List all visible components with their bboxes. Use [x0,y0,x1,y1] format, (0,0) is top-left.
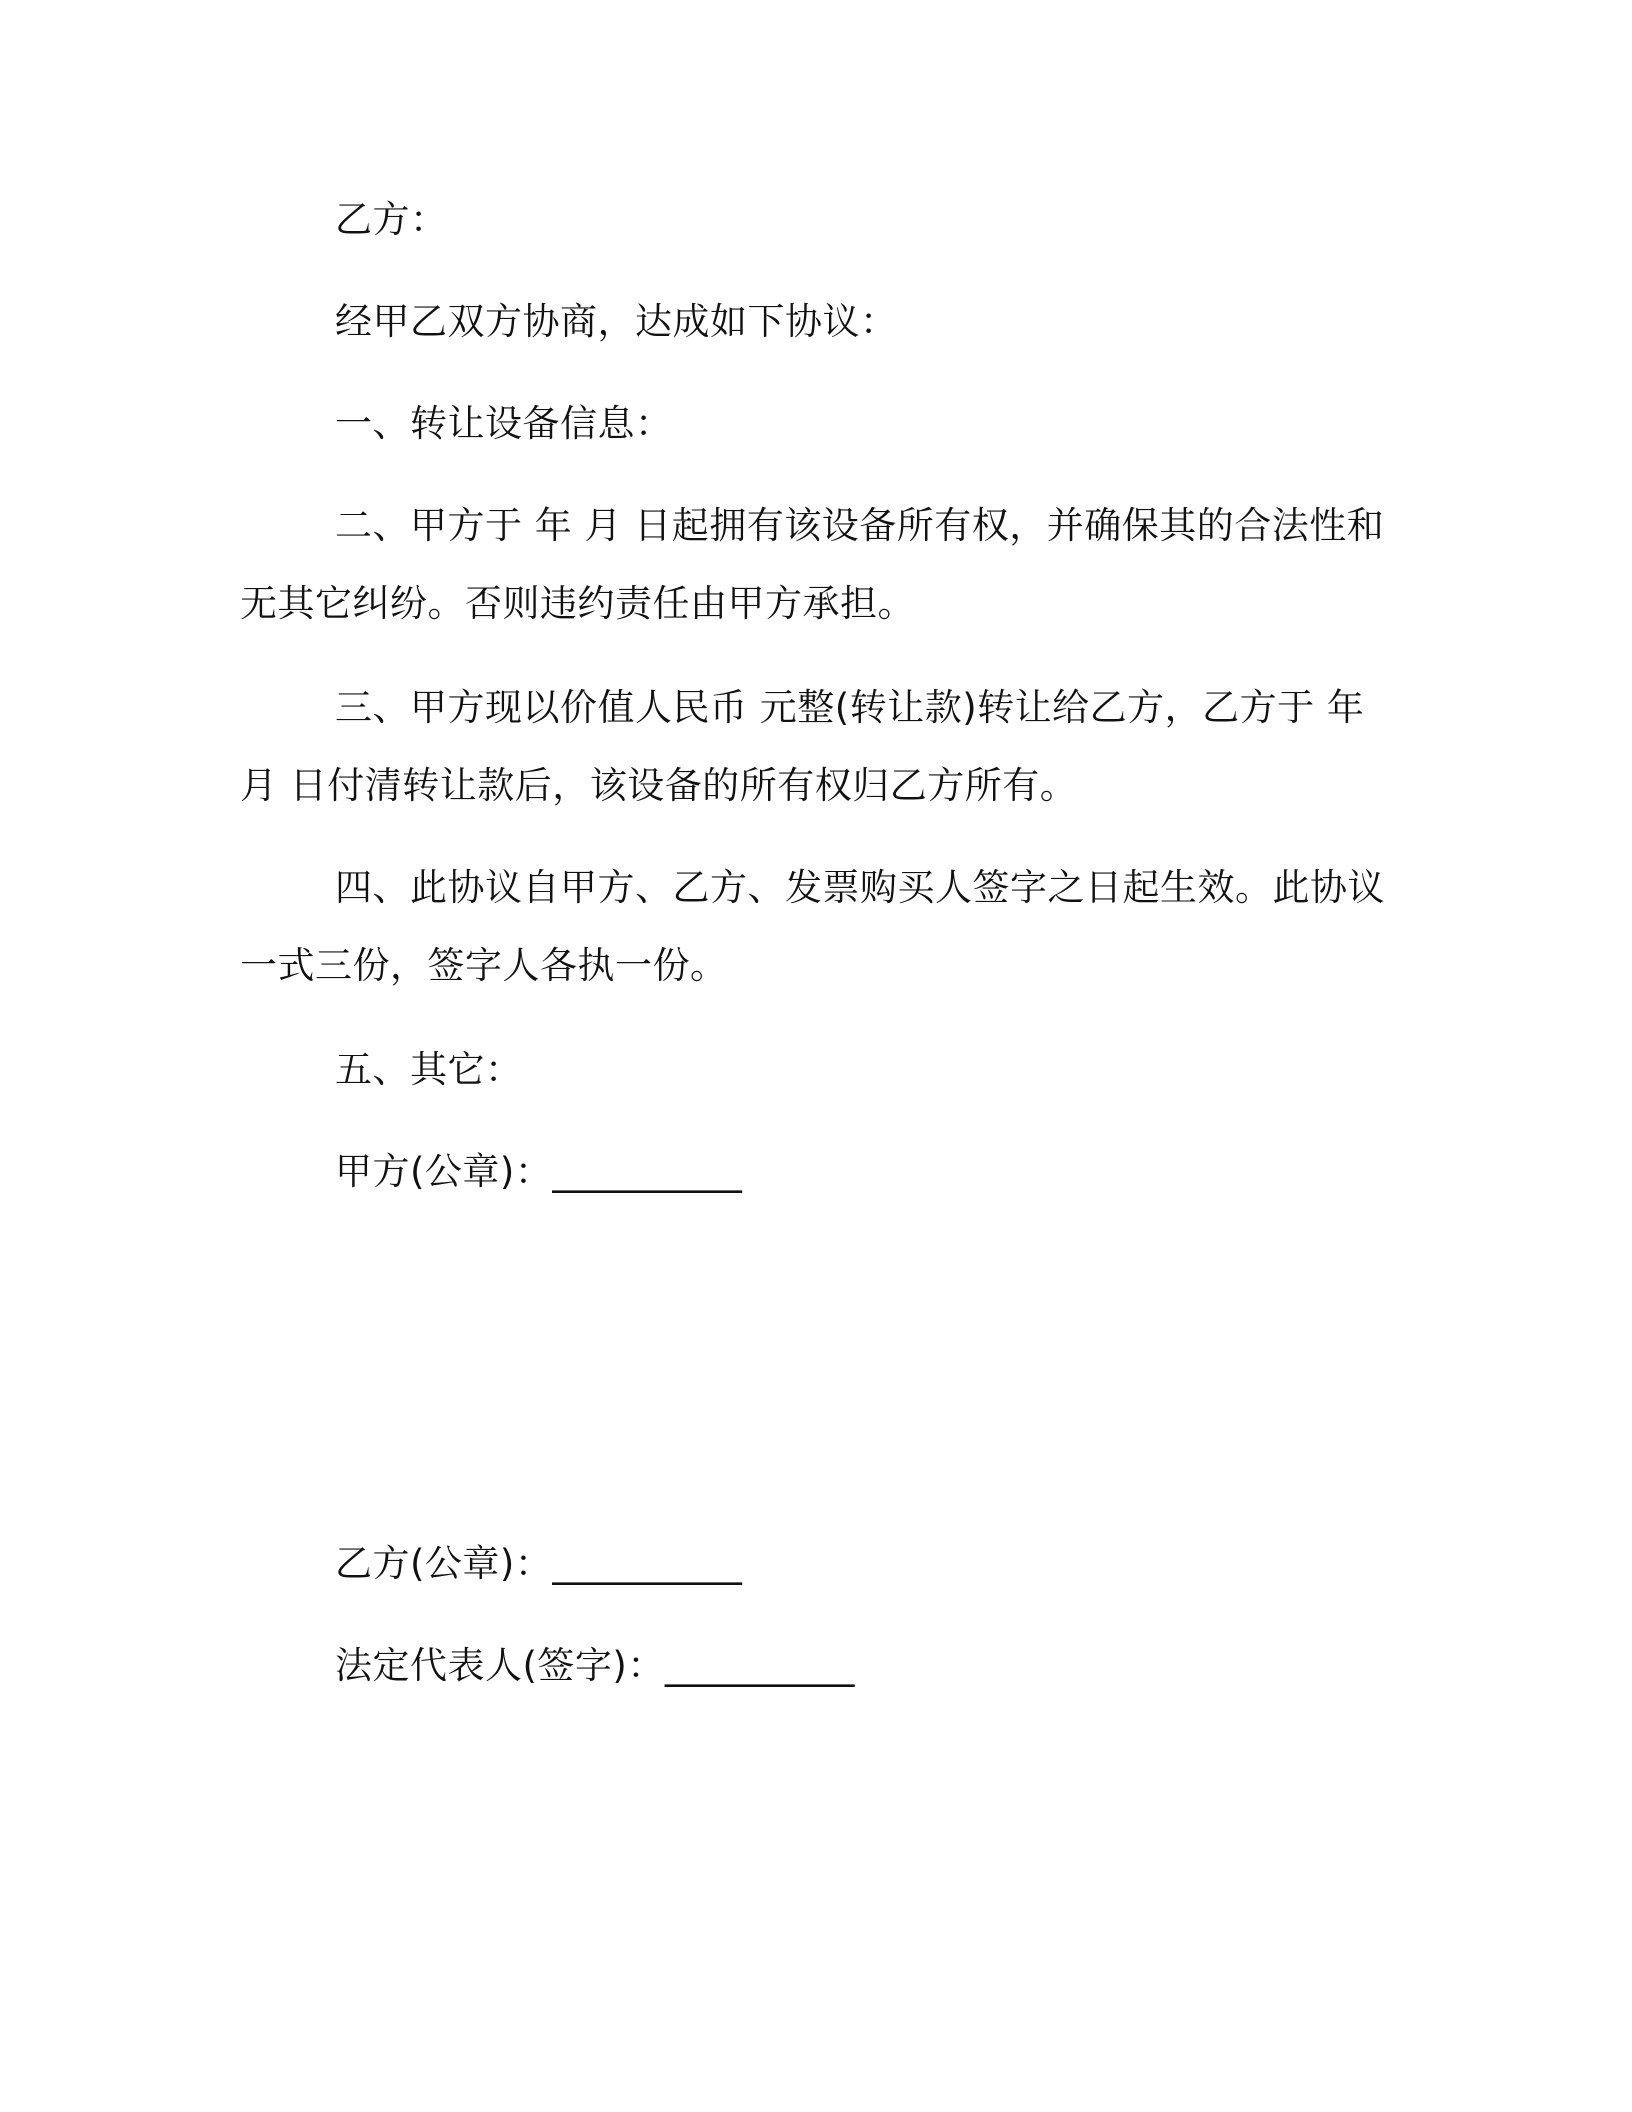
legal-rep-signature: 法定代表人(签字)：__________ [335,1644,855,1687]
party-b-header: 乙方： [335,198,448,241]
clause-4-line-2: 一式三份，签字人各执一份。 [240,944,728,987]
party-b-signature: 乙方(公章)：__________ [335,1542,743,1585]
clause-3-line-2: 月 日付清转让款后，该设备的所有权归乙方所有。 [240,764,1078,807]
clause-1: 一、转让设备信息： [335,402,673,445]
clause-4-line-1: 四、此协议自甲方、乙方、发票购买人签字之日起生效。此协议 [335,866,1385,909]
clause-3-line-1: 三、甲方现以价值人民币 元整(转让款)转让给乙方，乙方于 年 [335,686,1365,729]
party-a-signature: 甲方(公章)：__________ [335,1150,743,1193]
clause-2-line-1: 二、甲方于 年 月 日起拥有该设备所有权，并确保其的合法性和 [335,504,1385,547]
clause-5: 五、其它： [335,1048,523,1091]
intro-paragraph: 经甲乙双方协商，达成如下协议： [335,300,898,343]
clause-2-line-2: 无其它纠纷。否则违约责任由甲方承担。 [240,582,915,625]
